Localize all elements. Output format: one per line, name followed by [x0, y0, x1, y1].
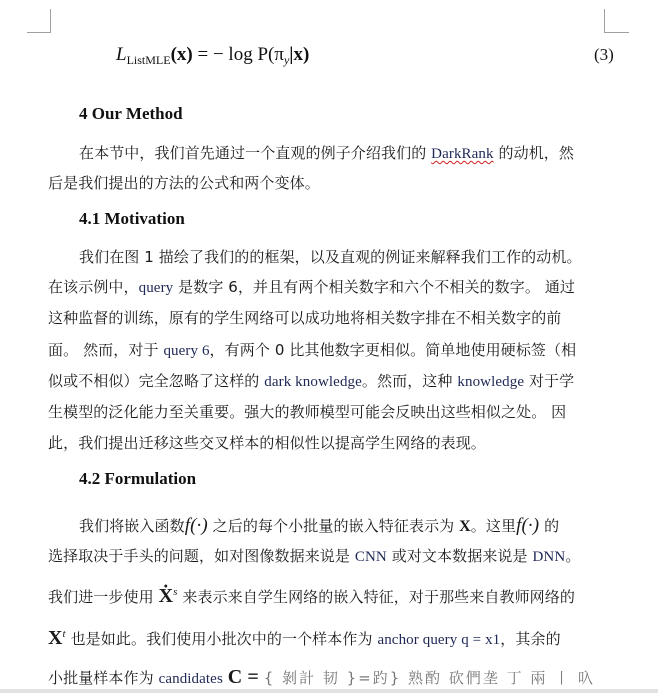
term-query: query: [138, 280, 174, 296]
equation-3: [0, 44, 658, 76]
paragraph-line: [48, 308, 561, 328]
term-dnn: DNN: [532, 549, 566, 565]
text: 后是我们提出的方法的公式和两个变体。: [48, 174, 320, 192]
paragraph-line: [48, 277, 575, 298]
paragraph-line: [48, 546, 580, 567]
eq-rhs: = − log P(π: [197, 44, 284, 65]
paragraph-line: [48, 582, 575, 607]
paragraph-line: [48, 371, 574, 392]
paragraph-line: [48, 624, 561, 650]
window-bottom-edge: [0, 689, 658, 693]
paragraph-line: [48, 173, 320, 193]
eq-arg: (x): [170, 44, 193, 65]
text: 之后的每个小批量的嵌入特征表示为: [207, 517, 460, 535]
text: 在本节中，我们首先通过一个直观的例子介绍我们的: [79, 144, 432, 162]
math-C: C =: [227, 666, 259, 688]
page-corner-mark-top-right: [604, 9, 629, 33]
term-darkrank[interactable]: DarkRank: [431, 146, 494, 162]
eq-subscript: ListMLE: [126, 53, 171, 67]
text: 生模型的泛化能力至关重要。强大的教师模型可能会反映出这些相似之处。 因: [48, 403, 567, 421]
heading-motivation: 4.1 Motivation: [79, 209, 185, 228]
text: 此，我们提出迁移这些交叉样本的相似性以提高学生网络的表现。: [48, 434, 486, 452]
paragraph-line: [48, 340, 576, 361]
eq-rhs-end: |x): [289, 44, 310, 65]
math-X-teacher: X: [48, 627, 63, 649]
text: 。然而，这种: [361, 372, 458, 390]
term-cnn: CNN: [354, 549, 387, 565]
paragraph-line: [48, 667, 595, 689]
math-sup-s: s: [173, 586, 178, 598]
math-X: X: [459, 518, 471, 535]
paragraph-line: [79, 516, 559, 537]
text: 这种监督的训练，原有的学生网络可以成功地将相关数字排在不相关数字的前: [48, 309, 562, 327]
heading-our-method: 4 Our Method: [79, 104, 183, 123]
text: 。这里: [470, 517, 517, 535]
cut-off-text: { 剝計 韧 }=趵} 熟酌 砍們垄 丁 兩 丨 叺: [263, 669, 595, 687]
heading-formulation: 4.2 Formulation: [79, 469, 197, 488]
term-anchor-query: anchor query q = x1: [377, 632, 501, 648]
eq-symbol-L: L: [116, 44, 127, 65]
text: ，有两个 0 比其他数字更相似。简单地使用硬标签（相: [209, 341, 577, 359]
text: 面。 然而，对于: [48, 341, 164, 359]
text: 。: [565, 547, 581, 565]
text: 我们将嵌入函数: [79, 517, 185, 535]
paragraph-line: [48, 402, 566, 422]
text: 选择取决于手头的问题，如对图像数据来说是: [48, 547, 355, 565]
term-knowledge: knowledge: [457, 374, 525, 390]
text: 我们进一步使用: [48, 588, 159, 606]
equation-number: (3): [594, 45, 614, 64]
text: 也是如此。我们使用小批次中的一个样本作为: [65, 630, 378, 648]
text: 对于学: [524, 372, 575, 390]
math-sup-t: t: [62, 628, 66, 640]
eq-rhs-sub: y: [283, 53, 290, 67]
text: 似或不相似）完全忽略了这样的: [48, 372, 265, 390]
listmle-equation: [116, 44, 309, 68]
math-X-student: Ẋ: [158, 585, 174, 607]
paragraph-line: [79, 143, 574, 164]
paragraph-line: [79, 247, 582, 267]
text: 的: [539, 517, 560, 535]
text: 来表示来自学生网络的嵌入特征，对于那些来自教师网络的: [177, 588, 575, 606]
paragraph-line: [48, 433, 486, 453]
math-f-dot: f(·): [184, 515, 208, 536]
term-query-6: query 6: [163, 343, 210, 359]
text: ，其余的: [500, 630, 561, 648]
text: 在该示例中，: [48, 278, 139, 296]
text: 或对文本数据来说是: [386, 547, 533, 565]
text: 的动机，然: [493, 144, 574, 162]
text: 是数字 6，并且有两个相关数字和六个不相关的数字。 通过: [173, 278, 576, 296]
text: 小批量样本作为: [48, 669, 159, 687]
term-dark-knowledge: dark knowledge: [264, 374, 362, 390]
math-f-dot: f(·): [516, 515, 540, 536]
page-corner-mark-top-left: [27, 9, 51, 33]
text: 我们在图 1 描绘了我们的的框架，以及直观的例证来解释我们工作的动机。: [79, 248, 582, 266]
term-candidates: candidates: [158, 671, 223, 687]
